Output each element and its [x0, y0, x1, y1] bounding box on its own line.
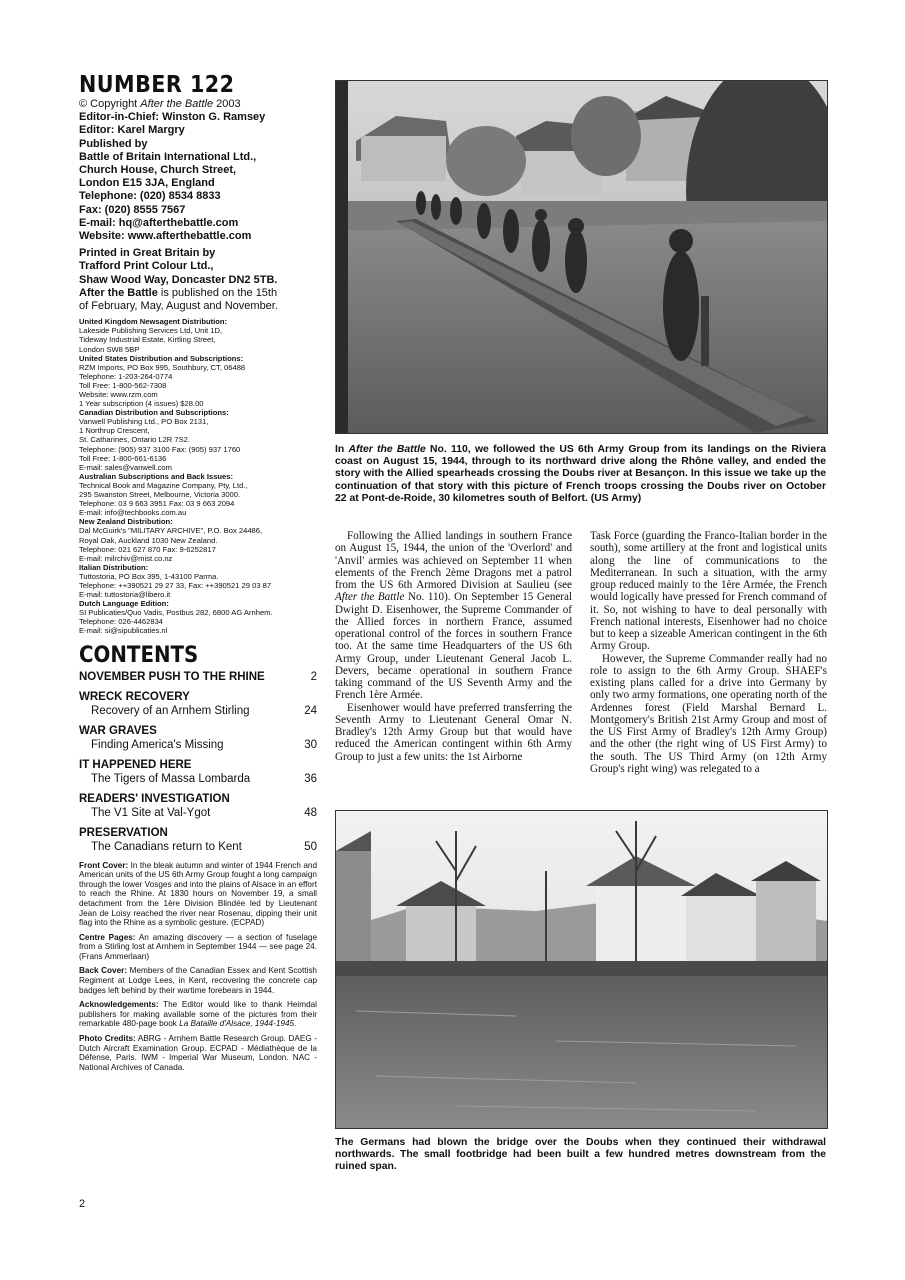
distribution-line: Technical Book and Magazine Company, Pty, Ltd.,	[79, 480, 248, 490]
back-cover-note: Back Cover: Members of the Canadian Essex and Kent Scottish Regiment at Lodge Lees, in Kent, recovering the concrete cap badges left behind by their wartime forebears in 1944.	[79, 966, 317, 995]
contents-entry	[79, 840, 317, 854]
contents-entry-title: Recovery of an Arnhem Stirling	[91, 704, 250, 717]
distribution-line: E-mail: sales@vanwell.com	[79, 462, 172, 472]
distribution-heading: Italian Distribution:	[79, 562, 149, 572]
distribution-heading: United States Distribution and Subscriptions:	[79, 353, 244, 363]
distribution-line: St. Catharines, Ontario L2R 7S2.	[79, 435, 191, 445]
top-photo-troops-crossing-river	[335, 80, 828, 434]
distribution-line: Lakeside Publishing Services Ltd, Unit 1D,	[79, 326, 223, 336]
contents-heading: CONTENTS	[79, 642, 199, 668]
contents-entry-title: Finding America's Missing	[91, 738, 224, 751]
distribution-line: Telephone: 021 627 870 Fax: 9-6252817	[79, 544, 216, 554]
contents-lead: NOVEMBER PUSH TO THE RHINE 2	[79, 670, 317, 683]
distribution-line: 1 Year subscription (4 issues) $28.00	[79, 399, 204, 409]
distribution-line: Dal McGuirk's "MILITARY ARCHIVE", P.O. Box 24486,	[79, 526, 263, 536]
distribution-line: SI Publicaties/Quo Vadis, Postbus 282, 6800 AG Arnhem.	[79, 608, 273, 618]
doubs-river-image	[336, 811, 827, 1128]
contents-entry	[79, 704, 317, 718]
distribution-heading: United Kingdom Newsagent Distribution:	[79, 317, 228, 327]
schedule: After the Battle is published on the 15th	[79, 286, 278, 299]
contents-section-heading: IT HAPPENED HERE	[79, 758, 192, 771]
distribution-line: Telephone: 026-4462834	[79, 617, 164, 627]
distribution-line: 295 Swanston Street, Melbourne, Victoria 3000.	[79, 490, 241, 500]
contents-section-heading: WRECK RECOVERY	[79, 690, 190, 703]
distribution-line: Royal Oak, Auckland 1030 New Zealand.	[79, 535, 218, 545]
copyright: © Copyright After the Battle 2003	[79, 98, 241, 110]
distribution-line: 1 Northrup Crescent,	[79, 426, 150, 436]
distribution-line: Telephone: (905) 937 3100 Fax: (905) 937 1760	[79, 444, 241, 454]
contents-section-heading: WAR GRAVES	[79, 724, 157, 737]
distribution-line: Toll Free: 1-800-661-6136	[79, 453, 167, 463]
contents-entry-title: The V1 Site at Val-Ygot	[91, 806, 211, 819]
contents-entry-page: 30	[304, 738, 317, 751]
article-column-2: Task Force (guarding the Franco-Italian border in the south), some artillery at the front and logistical units along the line of communications to the Mediterranean. In such a situation, with the army group reduced mainly to the 1ère Armée, the French would logically have pressed for French command of it. So, not wishing to have to deal personally with French national interests, Eisenhower had no choice but to keep a sizeable American contingent in the 6th Army Group. However, the Supreme Commander really had no role to assign to the 6th Army Group. SHAEF's existing plans called for a drive into Germany by only two army formations, one operating north of the Ardennes forest (Field Marshal Bernard L. Montgomery's British 21st Army Group and most of the US First Army of Bradley's 12th Army Group) and the other (the right wing of US First Army) to the south. The US Third Army (on 12th Army Group's right wing) was relegated to a	[590, 530, 827, 775]
contents-entry	[79, 772, 317, 786]
distribution-line: Tideway Industrial Estate, Kirtling Street,	[79, 335, 216, 345]
distribution-line: Telephone: 1-203-264-0774	[79, 371, 173, 381]
contents-entry	[79, 738, 317, 752]
bottom-photo-doubs-river	[335, 810, 828, 1129]
distribution-heading: Dutch Language Edition:	[79, 599, 169, 609]
page-number: 2	[79, 1198, 86, 1210]
distribution-heading: Australian Subscriptions and Back Issues:	[79, 471, 234, 481]
distribution-line: E-mail: si@sipublicaties.nl	[79, 626, 168, 636]
contents-section-heading: READERS' INVESTIGATION	[79, 792, 230, 805]
centre-pages-note: Centre Pages: An amazing discovery — a section of fuselage from a Stirling lost at Arnhem in September 1944 — see page 24. (Frans Ammerlaan)	[79, 932, 317, 961]
distribution-line: Toll Free: 1-800-562-7308	[79, 380, 167, 390]
printer-block: Printed in Great Britain by Trafford Print Colour Ltd., Shaw Wood Way, Doncaster DN2 5TB.	[79, 247, 278, 286]
distribution-heading: New Zealand Distribution:	[79, 517, 173, 527]
distribution-line: E-mail: milrchiv@mist.co.nz	[79, 553, 173, 563]
issue-number: NUMBER 122	[79, 72, 235, 98]
contents-section-heading: PRESERVATION	[79, 826, 168, 839]
contents-entry-title: The Tigers of Massa Lombarda	[91, 772, 251, 785]
masthead: NUMBER 122 © Copyright After the Battle 2003 Editor-in-Chief: Winston G. Ramsey Editor: Karel Margry Published by Battle of Britain International Ltd., Church House, Church Street, London E15 3JA, England Telephone: (020) 8534 8833 Fax: (020) 8555 7567 E-mail: hq@afterthebattle.com Website: www.afterthebattle.com Printed in Great Britain by Trafford Print Colour Ltd., Shaw Wood Way, Doncaster DN2 5TB. After the Battle is published on the 15th of February, May, August and November. United Kingdom Newsagent Distribution: Lakeside Publishing Services Ltd, Unit 1D, Tideway Industrial Estate, Kirtling Street, London SW8 5BP United States Distribution and Subscriptions: RZM Imports, PO Box 995, Southbury, CT, 06488 Telephone: 1-203-264-0774 Toll Free: 1-800-562-7308 Website: www.rzm.com 1 Year subscription (4 issues) $28.00 Canadian Distribution and Subscriptions: Vanwell Publishing Ltd., PO Box 2131, 1 Northrup Crescent, St. Catharines, Ontario L2R 7S2. Telephone: (905) 937 3100 Fax: (905) 937 1760 Toll Free: 1-800-661-6136 E-mail: sales@vanwell.com Australian Subscriptions and Back Issues: Technical Book and Magazine Company, Pty, Ltd., 295 Swanston Street, Melbourne, Victoria 3000. Telephone: 03 9 663 3951 Fax: 03 9 663 2094 E-mail: info@techbooks.com.au New Zealand Distribution: Dal McGuirk's "MILITARY ARCHIVE", P.O. Box 24486, Royal Oak, Auckland 1030 New Zealand. Telephone: 021 627 870 Fax: 9-6252817 E-mail: milrchiv@mist.co.nz Italian Distribution: Tuttostoria, PO Box 395, 1-43100 Parma. Telephone: ++390521 29 27 33, Fax: ++390521 29 03 87 E-mail: tuttostoria@libero.it Dutch Language Edition: SI Publicaties/Quo Vadis, Postbus 282, 6800 AG Arnhem. Telephone: 026-4462834 E-mail: si@sipublicaties.nl CONTENTS NOVEMBER PUSH TO THE RHINE 2 WRECK RECOVERY Recovery of an Arnhem Stirling 24 WAR GRAVES Finding America's Missing 30 IT HAPPENED HERE The Tigers of Massa Lombarda 36 READERS' INVESTIGATION The V1 Site at Val-Ygot 48 PRESERVATION The Canadians return to Kent 50 Front Cover: In the bleak autumn and winter of 1944 French and American units of the US 6th Army Group fought a long campaign through the lower Vosges and into the plains of Alsace in an effort to reach the Rhine. At 1830 hours on November 19, a small detachment from the 1ère Division Blindée led by Lieutenant Jean de Loisy reached the river near Rosenau, dipping their unit flag into the Rhine as a symbolic gesture. (ECPAD) Centre Pages: An amazing discovery — a section of fuselage from a Stirling lost at Arnhem in September 1944 — see page 24. (Frans Ammerlaan) Back Cover: Members of the Canadian Essex and Kent Scottish Regiment at Lodge Lees, in Kent, recovering the concrete cap badges left behind by their wartime forebears in 1944. Acknowledgements: The Editor would like to thank Heimdal publishers for making available some of the pictures from their remarkable 480-page book La Bataille d'Alsace, 1944-1945. Photo Credits: ABRG - Arnhem Battle Research Group. DAEG - Dutch Aircraft Examination Group. ECPAD - Médiathèque de la Défense, Paris. IWM - Imperial War Museum, London. NAC - National Archives of Canada.	[79, 72, 317, 1072]
contents-entry-page: 48	[304, 806, 317, 819]
contents-entry-page: 24	[304, 704, 317, 717]
contents-entry-page: 50	[304, 840, 317, 853]
river-crossing-image	[336, 81, 827, 433]
contents-entry-page: 36	[304, 772, 317, 785]
distribution-line: Website: www.rzm.com	[79, 390, 158, 399]
front-cover-note: Front Cover: In the bleak autumn and winter of 1944 French and American units of the US 6th Army Group fought a long campaign through the lower Vosges and into the plains of Alsace in an effort to reach the Rhine. At 1830 hours on November 19, a small detachment from the 1ère Division Blindée led by Lieutenant Jean de Loisy reached the river near Rosenau, dipping their unit flag into the Rhine as a symbolic gesture. (ECPAD)	[79, 860, 317, 928]
distribution-list	[79, 317, 317, 635]
distribution-line: E-mail: tuttostoria@libero.it	[79, 590, 171, 600]
top-photo-caption: In After the Battle No. 110, we followed the US 6th Army Group from its landings on the Riviera coast on August 15, 1944, through to its northward drive along the Rhône valley, and ended the story with the Allied spearheads crossing the Doubs river at Besançon. In this issue we take up the continuation of that story with this picture of French troops crossing the Doubs river on October 22 at Pont-de-Roide, 30 kilometres south of Belfort. (US Army)	[335, 444, 827, 504]
publisher-block: Published by Battle of Britain International Ltd., Church House, Church Street, London E15 3JA, England Telephone: (020) 8534 8833 Fax: (020) 8555 7567 E-mail: hq@afterthebattle.com Website: www.afterthebattle.com	[79, 137, 257, 243]
bottom-photo-caption: The Germans had blown the bridge over the Doubs when they continued their withdrawal northwards. The small footbridge had been built a few hundred metres downstream from the ruined span.	[335, 1137, 826, 1173]
contents-sections	[79, 690, 317, 854]
distribution-line: Vanwell Publishing Ltd., PO Box 2131,	[79, 417, 209, 427]
photo-credits-note: Photo Credits: ABRG - Arnhem Battle Research Group. DAEG - Dutch Aircraft Examination Group. ECPAD - Médiathèque de la Défense, Paris. IWM - Imperial War Museum, London. NAC - National Archives of Canada.	[79, 1034, 317, 1072]
distribution-heading: Canadian Distribution and Subscriptions:	[79, 408, 229, 418]
editor-in-chief: Editor-in-Chief: Winston G. Ramsey	[79, 111, 266, 124]
distribution-line: Telephone: 03 9 663 3951 Fax: 03 9 663 2094	[79, 499, 235, 509]
acknowledgements-note: Acknowledgements: The Editor would like to thank Heimdal publishers for making available some of the pictures from their remarkable 480-page book La Bataille d'Alsace, 1944-1945.	[79, 1000, 317, 1029]
distribution-line: Telephone: ++390521 29 27 33, Fax: ++390521 29 03 87	[79, 580, 272, 590]
editor: Editor: Karel Margry	[79, 124, 185, 137]
distribution-line: RZM Imports, PO Box 995, Southbury, CT, 06488	[79, 362, 246, 372]
contents-entry-title: The Canadians return to Kent	[91, 840, 242, 853]
distribution-line: Tuttostoria, PO Box 395, 1-43100 Parma.	[79, 571, 219, 581]
distribution-line: E-mail: info@techbooks.com.au	[79, 508, 187, 518]
contents-entry	[79, 806, 317, 820]
article-column-1: Following the Allied landings in southern France on August 15, 1944, the union of the 'Overlord' and 'Anvil' armies was achieved on September 11 when elements of the French 2ème Dragons met a patrol from the US 6th Armored Division at Saulieu (see After the Battle No. 110). On September 15 General Dwight D. Eisenhower, the Supreme Commander of the Allied forces in northern France, assumed operational control of the forces in southern France too. At the same time Headquarters of the US 6th Army Group, under Lieutenant General Jacob L. Devers, became operational in southern France taking command of the US Seventh Army and the French 1ère Armée. Eisenhower would have preferred transferring the Seventh Army to Lieutenant General Omar N. Bradley's 12th Army Group but that would have reduced the American contingent within 6th Army Group to just a few units: the 1st Airborne	[335, 530, 573, 763]
distribution-line: London SW8 5BP	[79, 344, 140, 354]
